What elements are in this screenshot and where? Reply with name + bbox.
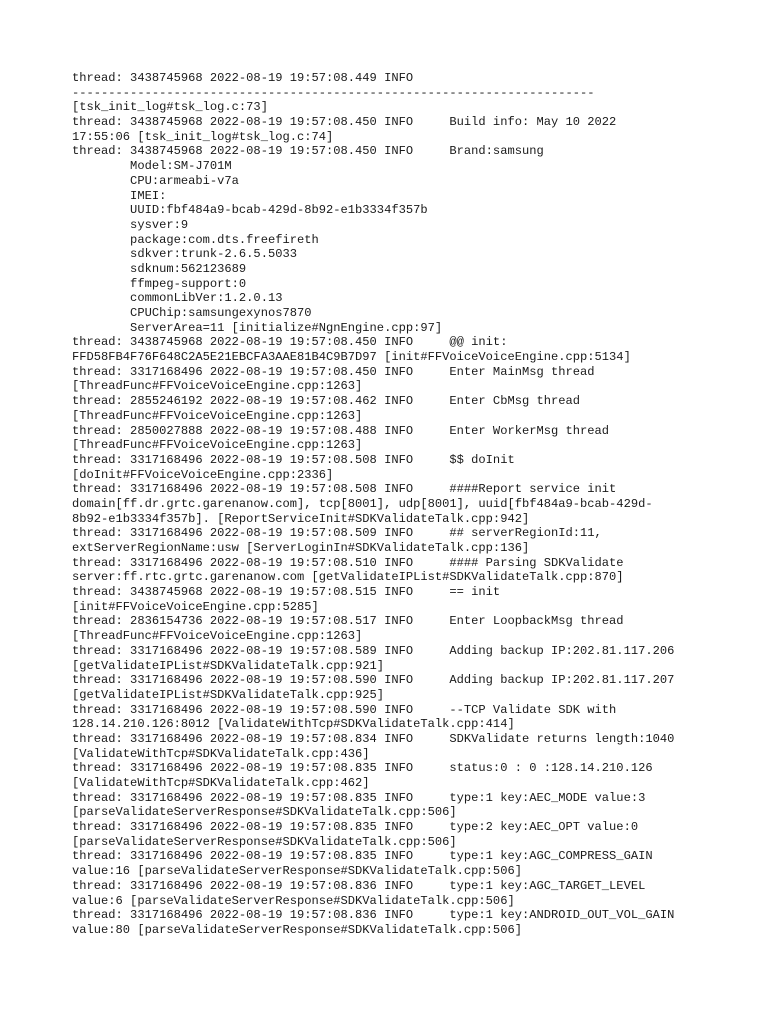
log-line: thread: 3317168496 2022-08-19 19:57:08.835 INFO type:1 key:AEC_MODE value:3 bbox=[72, 790, 646, 805]
log-line: [parseValidateServerResponse#SDKValidateTalk.cpp:506] bbox=[72, 805, 457, 820]
log-line: value:80 [parseValidateServerResponse#SDKValidateTalk.cpp:506] bbox=[72, 922, 522, 937]
log-line: sysver:9 bbox=[72, 217, 189, 232]
log-line: ------------------------------------------------------------------------ bbox=[72, 85, 595, 100]
log-line: [tsk_init_log#tsk_log.c:73] bbox=[72, 100, 268, 115]
log-line: 8b92-e1b3334f357b]. [ReportServiceInit#SDKValidateTalk.cpp:942] bbox=[72, 511, 530, 526]
log-line: thread: 2836154736 2022-08-19 19:57:08.517 INFO Enter LoopbackMsg thread bbox=[72, 614, 624, 629]
log-line: 128.14.210.126:8012 [ValidateWithTcp#SDKValidateTalk.cpp:414] bbox=[72, 717, 515, 732]
log-line: 17:55:06 [tsk_init_log#tsk_log.c:74] bbox=[72, 129, 334, 144]
log-line: thread: 3317168496 2022-08-19 19:57:08.834 INFO SDKValidate returns length:1040 bbox=[72, 731, 675, 746]
log-line: [parseValidateServerResponse#SDKValidateTalk.cpp:506] bbox=[72, 834, 457, 849]
log-line: thread: 2855246192 2022-08-19 19:57:08.462 INFO Enter CbMsg thread bbox=[72, 394, 581, 409]
log-line: commonLibVer:1.2.0.13 bbox=[72, 291, 283, 306]
log-line: thread: 3317168496 2022-08-19 19:57:08.589 INFO Adding backup IP:202.81.117.206 bbox=[72, 643, 675, 658]
log-line: thread: 3438745968 2022-08-19 19:57:08.450 INFO Brand:samsung bbox=[72, 144, 544, 159]
log-line: thread: 3317168496 2022-08-19 19:57:08.508 INFO ####Report service init bbox=[72, 482, 617, 497]
log-line: thread: 3317168496 2022-08-19 19:57:08.836 INFO type:1 key:ANDROID_OUT_VOL_GAIN bbox=[72, 908, 675, 923]
log-line: [ThreadFunc#FFVoiceVoiceEngine.cpp:1263] bbox=[72, 379, 363, 394]
log-line: thread: 3317168496 2022-08-19 19:57:08.590 INFO --TCP Validate SDK with bbox=[72, 702, 617, 717]
log-line: UUID:fbf484a9-bcab-429d-8b92-e1b3334f357b bbox=[72, 203, 428, 218]
log-line: thread: 3317168496 2022-08-19 19:57:08.836 INFO type:1 key:AGC_TARGET_LEVEL bbox=[72, 878, 646, 893]
log-line: package:com.dts.freefireth bbox=[72, 232, 319, 247]
log-line: thread: 3438745968 2022-08-19 19:57:08.515 INFO == init bbox=[72, 585, 501, 600]
log-line: CPU:armeabi-v7a bbox=[72, 173, 239, 188]
log-line: sdkver:trunk-2.6.5.5033 bbox=[72, 247, 297, 262]
log-line: thread: 3317168496 2022-08-19 19:57:08.590 INFO Adding backup IP:202.81.117.207 bbox=[72, 673, 675, 688]
log-line: thread: 3317168496 2022-08-19 19:57:08.835 INFO status:0 : 0 :128.14.210.126 bbox=[72, 761, 653, 776]
log-line: extServerRegionName:usw [ServerLoginIn#SDKValidateTalk.cpp:136] bbox=[72, 541, 530, 555]
log-line: domain[ff.dr.grtc.garenanow.com], tcp[8001], udp[8001], uuid[fbf484a9-bcab-429d- bbox=[72, 496, 653, 511]
log-line: thread: 3317168496 2022-08-19 19:57:08.450 INFO Enter MainMsg thread bbox=[72, 364, 595, 379]
log-line: thread: 3317168496 2022-08-19 19:57:08.835 INFO type:2 key:AEC_OPT value:0 bbox=[72, 820, 639, 835]
log-line: FFD58FB4F76F648C2A5E21EBCFA3AAE81B4C9B7D97 [init#FFVoiceVoiceEngine.cpp:5134] bbox=[72, 350, 631, 365]
log-line: thread: 3438745968 2022-08-19 19:57:08.450 INFO @@ init: bbox=[72, 335, 508, 350]
log-line: thread: 3317168496 2022-08-19 19:57:08.510 INFO #### Parsing SDKValidate bbox=[72, 555, 624, 570]
log-line: thread: 3317168496 2022-08-19 19:57:08.835 INFO type:1 key:AGC_COMPRESS_GAIN bbox=[72, 849, 653, 864]
log-line: CPUChip:samsungexynos7870 bbox=[72, 306, 312, 320]
log-line: [init#FFVoiceVoiceEngine.cpp:5285] bbox=[72, 599, 319, 614]
log-line: thread: 3317168496 2022-08-19 19:57:08.509 INFO ## serverRegionId:11, bbox=[72, 526, 602, 541]
log-line: thread: 3317168496 2022-08-19 19:57:08.508 INFO $$ doInit bbox=[72, 452, 515, 467]
log-line: [getValidateIPList#SDKValidateTalk.cpp:921] bbox=[72, 658, 385, 673]
log-document bbox=[72, 71, 712, 938]
log-line: thread: 2850027888 2022-08-19 19:57:08.488 INFO Enter WorkerMsg thread bbox=[72, 423, 610, 438]
log-line: thread: 3438745968 2022-08-19 19:57:08.450 INFO Build info: May 10 2022 bbox=[72, 115, 617, 130]
log-line: [ThreadFunc#FFVoiceVoiceEngine.cpp:1263] bbox=[72, 408, 363, 423]
log-line: value:16 [parseValidateServerResponse#SDKValidateTalk.cpp:506] bbox=[72, 864, 522, 879]
log-line: [ValidateWithTcp#SDKValidateTalk.cpp:462] bbox=[72, 776, 370, 790]
log-line: ffmpeg-support:0 bbox=[72, 276, 247, 291]
log-line: sdknum:562123689 bbox=[72, 261, 247, 276]
log-line: server:ff.rtc.grtc.garenanow.com [getValidateIPList#SDKValidateTalk.cpp:870] bbox=[72, 570, 624, 585]
log-line: IMEI: bbox=[72, 188, 167, 203]
log-line: [doInit#FFVoiceVoiceEngine.cpp:2336] bbox=[72, 467, 334, 482]
log-line: value:6 [parseValidateServerResponse#SDKValidateTalk.cpp:506] bbox=[72, 893, 515, 908]
log-line: [getValidateIPList#SDKValidateTalk.cpp:925] bbox=[72, 687, 385, 702]
log-line: Model:SM-J701M bbox=[72, 159, 232, 174]
log-line: [ThreadFunc#FFVoiceVoiceEngine.cpp:1263] bbox=[72, 438, 363, 453]
log-line: ServerArea=11 [initialize#NgnEngine.cpp:97] bbox=[72, 320, 443, 335]
log-line: [ThreadFunc#FFVoiceVoiceEngine.cpp:1263] bbox=[72, 629, 363, 644]
log-line: thread: 3438745968 2022-08-19 19:57:08.449 INFO bbox=[72, 71, 414, 85]
log-line: [ValidateWithTcp#SDKValidateTalk.cpp:436] bbox=[72, 746, 370, 761]
